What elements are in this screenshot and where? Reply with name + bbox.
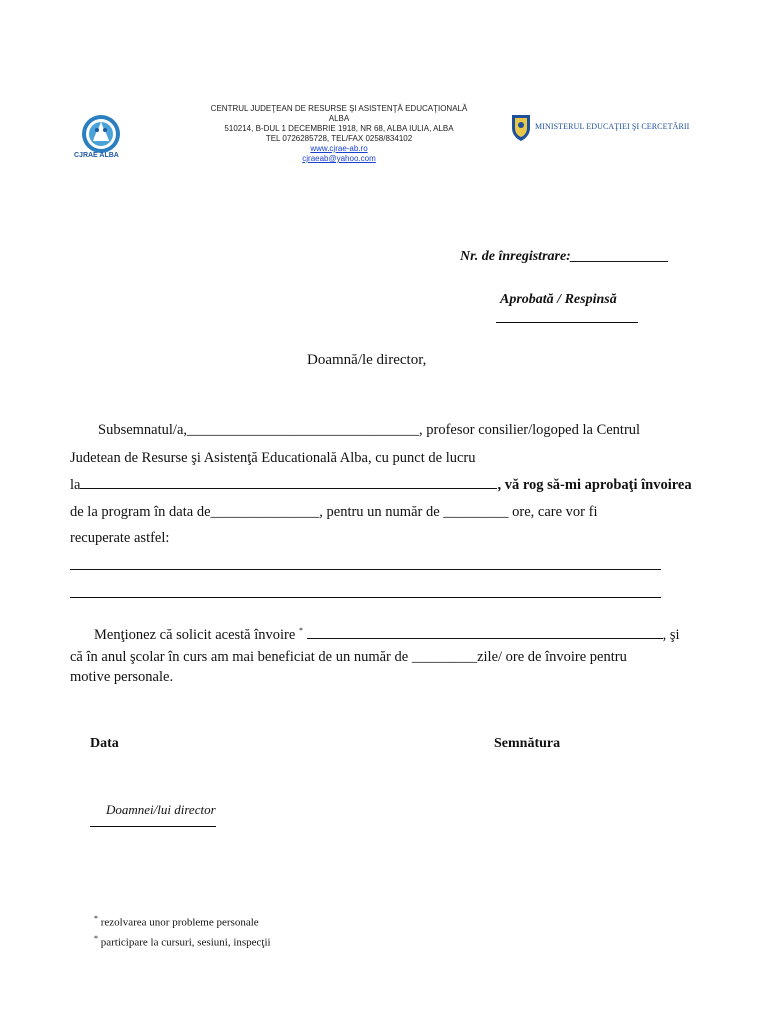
header-line-3: 510214, B-DUL 1 DECEMBRIE 1918, NR 68, ALBA IULIA, ALBA [224, 124, 454, 133]
body-line-6-end: , şi [662, 627, 680, 643]
institution-header [180, 104, 498, 164]
body-line-3-prefix: la [70, 477, 81, 493]
recovery-blank-line-2 [70, 597, 661, 598]
director-signature-line [90, 826, 216, 827]
recovery-blank-line-1 [70, 569, 661, 570]
director-label: Doamnei/lui director [106, 802, 216, 817]
registration-number-field: Nr. de înregistrare:______________ [460, 249, 669, 264]
body-line-2: Judetean de Resurse şi Asistenţă Educatională Alba, cu punct de lucru [70, 450, 476, 466]
body-line-4: de la program în data de_______________, pentru un număr de _________ ore, care vor fi [70, 504, 598, 520]
signature-label: Semnătura [494, 736, 561, 751]
body-line-3 [70, 476, 692, 494]
website-link[interactable]: www.cjrae-ab.ro [310, 144, 368, 153]
body-line-6-start: Menţionez că solicit acestă învoire [94, 627, 296, 643]
approval-status: Aprobată / Respinsă [500, 292, 617, 307]
cjrae-logo-text: CJRAE ALBA [74, 152, 119, 159]
header-line-2: ALBA [328, 114, 350, 123]
email-link[interactable]: cjraeab@yahoo.com [302, 154, 376, 163]
ministry-crest-icon [510, 112, 532, 142]
ministry-logo-text: MINISTERUL EDUCAŢIEI ŞI CERCETĂRII [535, 122, 690, 131]
header-line-1: CENTRUL JUDEŢEAN DE RESURSE ŞI ASISTENŢĂ EDUCAŢIONALĂ [210, 104, 468, 113]
reason-blank [307, 626, 663, 639]
body-line-1: Subsemnatul/a,________________________________, profesor consilier/logoped la Centrul [98, 422, 641, 438]
body-line-7: că în anul şcolar în curs am mai beneficiat de un număr de _________zile/ ore de învoire pentru [70, 649, 627, 665]
footnote-1-marker: * [94, 914, 98, 923]
salutation: Doamnă/le director, [307, 352, 427, 368]
footnote-1-text: rezolvarea unor probleme personale [100, 916, 259, 929]
header-line-4: TEL 0726285728, TEL/FAX 0258/834102 [265, 134, 413, 143]
workplace-blank [80, 476, 497, 489]
date-label: Data [90, 736, 119, 751]
footnote-2 [94, 934, 271, 949]
body-line-6 [94, 626, 679, 644]
footnote-marker: * [298, 626, 303, 636]
body-line-8: motive personale. [70, 669, 174, 685]
footnote-2-marker: * [94, 934, 98, 943]
footnote-2-text: participare la cursuri, sesiuni, inspecţii [100, 936, 271, 949]
body-line-3-suffix: , vă rog să-mi aprobaţi învoirea [497, 477, 692, 493]
footnote-1 [94, 914, 259, 929]
body-line-5: recuperate astfel: [70, 530, 170, 546]
approval-signature-line [496, 322, 638, 323]
